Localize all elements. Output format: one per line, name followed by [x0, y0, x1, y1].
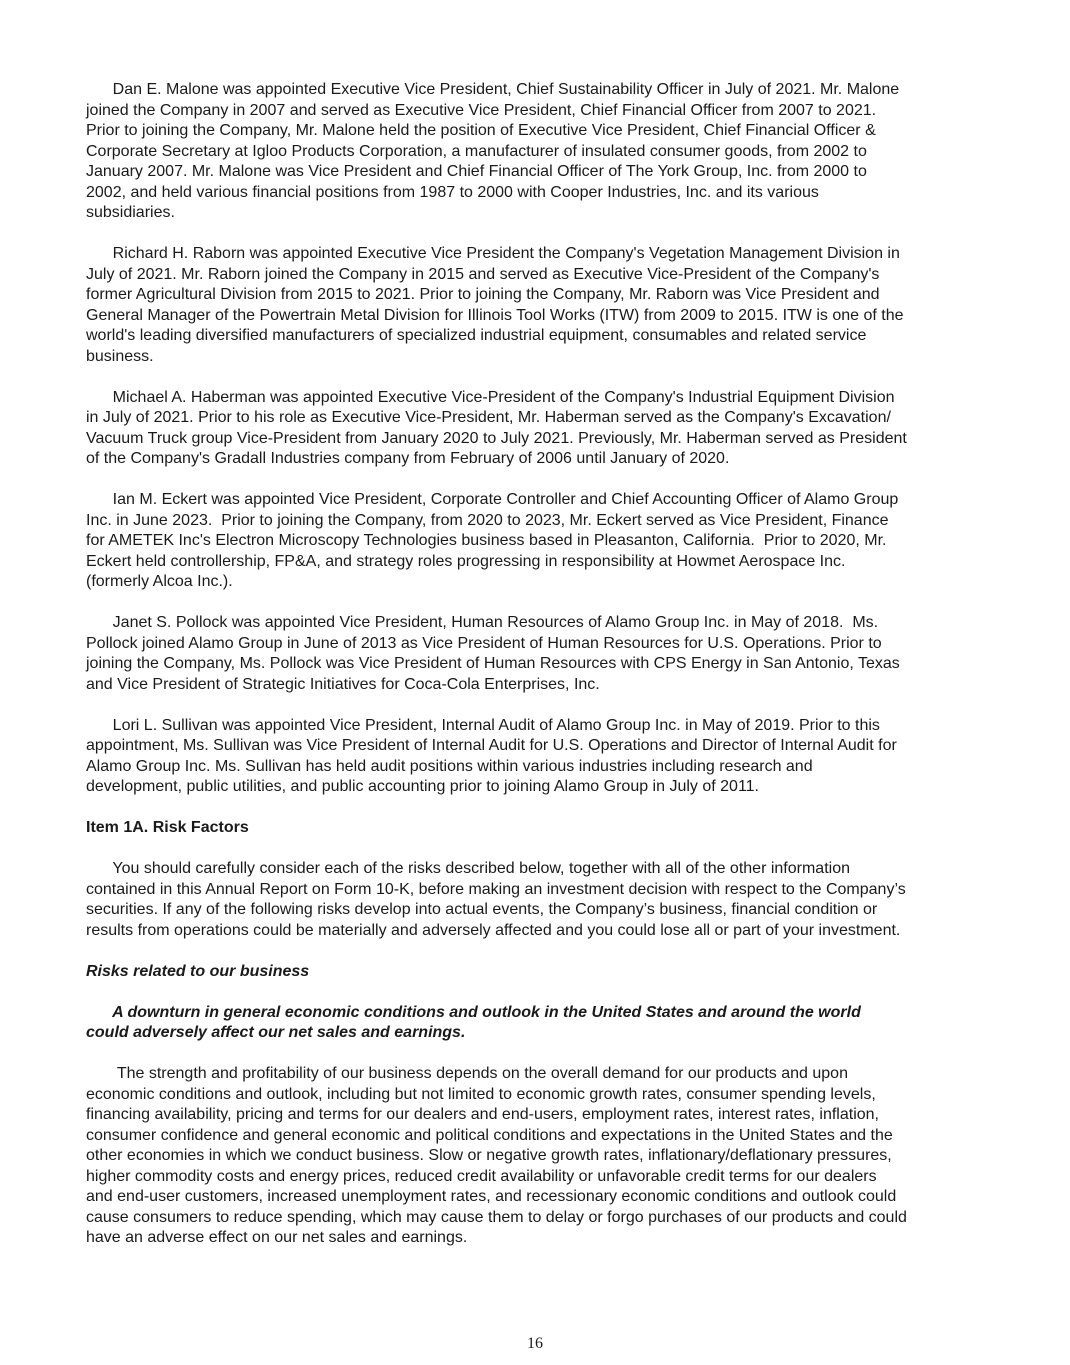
- paragraph: [86, 490, 996, 593]
- text-line: results from operations could be materially and adversely affected and you could lose all or part of your investment.: [86, 921, 901, 939]
- text-line: economic conditions and outlook, including but not limited to economic growth rates, consumer spending levels,: [86, 1085, 876, 1103]
- text-line: The strength and profitability of our business depends on the overall demand for our products and upon: [86, 1065, 848, 1082]
- text-line: appointment, Ms. Sullivan was Vice President of Internal Audit for U.S. Operations and Director of Internal Audit for: [86, 737, 897, 754]
- paragraph: [86, 613, 996, 695]
- text-line: securities. If any of the following risks develop into actual events, the Company’s business, financial condition or: [86, 901, 878, 918]
- subsection-heading: [86, 1003, 996, 1044]
- text-line: Vacuum Truck group Vice-President from January 2020 to July 2021. Previously, Mr. Haberman served as President: [86, 429, 907, 447]
- subsection-heading: [86, 962, 996, 983]
- text-line: Dan E. Malone was appointed Executive Vice President, Chief Sustainability Officer in July of 2021. Mr. Malone: [86, 81, 900, 98]
- text-line: Inc. in June 2023. Prior to joining the Company, from 2020 to 2023, Mr. Eckert served as Vice President, Finance: [86, 511, 889, 529]
- paragraph: [86, 859, 996, 941]
- text-line: Prior to joining the Company, Mr. Malone held the position of Executive Vice President, Chief Financial Officer &: [86, 122, 876, 139]
- text-line: subsidiaries.: [86, 204, 175, 221]
- text-line: other economies in which we conduct business. Slow or negative growth rates, inflationary/deflationary pressures,: [86, 1147, 892, 1164]
- paragraph: [86, 388, 996, 470]
- text-line: (formerly Alcoa Inc.).: [86, 573, 233, 590]
- document-body: [86, 80, 996, 1269]
- text-line: in July of 2021. Prior to his role as Executive Vice-President, Mr. Haberman served as the Company's Excavation/: [86, 409, 891, 426]
- paragraph: [86, 1064, 996, 1249]
- text-line: July of 2021. Mr. Raborn joined the Company in 2015 and served as Executive Vice-President of the Company's: [86, 265, 880, 283]
- text-line: and end-user customers, increased unemployment rates, and recessionary economic conditions and outlook could: [86, 1188, 897, 1205]
- text-line: Richard H. Raborn was appointed Executive Vice President the Company's Vegetation Management Division in: [86, 245, 900, 262]
- text-line: higher commodity costs and energy prices, reduced credit availability or unfavorable credit terms for our dealers: [86, 1167, 877, 1185]
- text-line: Ian M. Eckert was appointed Vice President, Corporate Controller and Chief Accounting Officer of Alamo Group: [86, 491, 899, 508]
- text-line: have an adverse effect on our net sales and earnings.: [86, 1229, 468, 1246]
- section-heading: [86, 818, 996, 839]
- text-line: cause consumers to reduce spending, which may cause them to delay or forgo purchases of our products and could: [86, 1208, 907, 1226]
- text-line: General Manager of the Powertrain Metal Division for Illinois Tool Works (ITW) from 2009 to 2015. ITW is one of the: [86, 306, 904, 324]
- text-line: consumer confidence and general economic and political conditions and expectations in the United States and the: [86, 1126, 893, 1144]
- text-line: Janet S. Pollock was appointed Vice President, Human Resources of Alamo Group Inc. in May of 2018. Ms.: [86, 614, 879, 631]
- text-line: Risks related to our business: [86, 962, 310, 980]
- paragraph: [86, 244, 996, 367]
- text-line: Lori L. Sullivan was appointed Vice President, Internal Audit of Alamo Group Inc. in May of 2019. Prior to this: [86, 716, 880, 734]
- page-number: 16: [527, 1335, 543, 1352]
- text-line: contained in this Annual Report on Form 10-K, before making an investment decision with respect to the Company’s: [86, 880, 906, 898]
- text-line: joined the Company in 2007 and served as Executive Vice President, Chief Financial Officer from 2007 to 2021.: [86, 101, 877, 119]
- text-line: Michael A. Haberman was appointed Executive Vice-President of the Company's Industrial Equipment Division: [86, 388, 895, 406]
- text-line: former Agricultural Division from 2015 to 2021. Prior to joining the Company, Mr. Raborn was Vice President and: [86, 286, 880, 303]
- text-line: A downturn in general economic conditions and outlook in the United States and around the world: [86, 1003, 861, 1021]
- text-line: and Vice President of Strategic Initiatives for Coca-Cola Enterprises, Inc.: [86, 675, 600, 693]
- text-line: Alamo Group Inc. Ms. Sullivan has held audit positions within various industries including research and: [86, 757, 813, 775]
- text-line: business.: [86, 347, 154, 365]
- paragraph: [86, 716, 996, 798]
- paragraph: [86, 80, 996, 224]
- text-line: joining the Company, Ms. Pollock was Vice President of Human Resources with CPS Energy in San Antonio, Texas: [86, 655, 900, 672]
- text-line: Eckert held controllership, FP&A, and strategy roles progressing in responsibility at Howmet Aerospace Inc.: [86, 552, 846, 570]
- text-line: Pollock joined Alamo Group in June of 2013 as Vice President of Human Resources for U.S. Operations. Prior to: [86, 634, 882, 652]
- text-line: 2002, and held various financial positions from 1987 to 2000 with Cooper Industries, Inc. and its various: [86, 183, 819, 201]
- text-line: of the Company's Gradall Industries company from February of 2006 until January of 2020.: [86, 450, 730, 467]
- text-line: world's leading diversified manufacturers of specialized industrial equipment, consumables and related service: [86, 327, 867, 344]
- text-line: Item 1A. Risk Factors: [86, 819, 249, 836]
- text-line: You should carefully consider each of the risks described below, together with all of the other information: [86, 860, 850, 877]
- text-line: for AMETEK Inc's Electron Microscopy Technologies business based in Pleasanton, California. Prior to 2020, Mr.: [86, 532, 887, 549]
- text-line: development, public utilities, and public accounting prior to joining Alamo Group in July of 2011.: [86, 778, 759, 795]
- text-line: Corporate Secretary at Igloo Products Corporation, a manufacturer of insulated consumer goods, from 2002 to: [86, 142, 867, 160]
- text-line: financing availability, pricing and terms for our dealers and end-users, employment rates, interest rates, inflation,: [86, 1106, 879, 1123]
- text-line: could adversely affect our net sales and earnings.: [86, 1024, 466, 1041]
- text-line: January 2007. Mr. Malone was Vice President and Chief Financial Officer of The York Group, Inc. from 2000 to: [86, 163, 867, 180]
